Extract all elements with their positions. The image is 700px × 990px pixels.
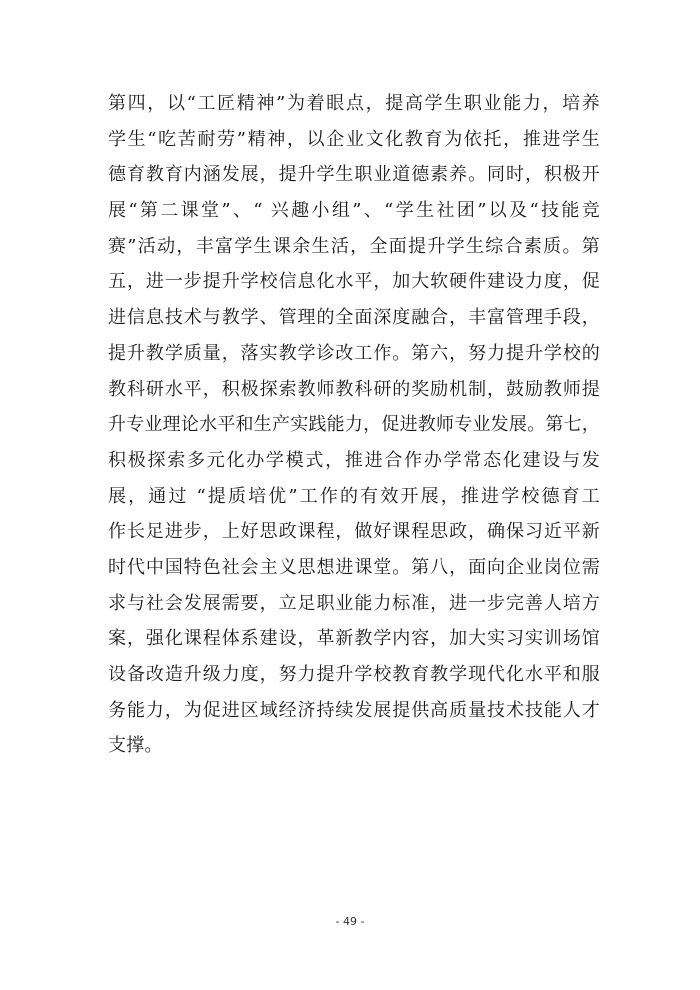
text-line-2: 学生“吃苦耐劳”精神，以企业文化教育为依托，推进学生: [108, 128, 600, 150]
text-line-7: 进信息技术与教学、管理的全面深度融合，丰富管理手段，: [108, 307, 600, 329]
text-line-19: 支撑。: [108, 735, 163, 757]
text-line-6: 五，进一步提升学校信息化水平，加大软硬件建设力度，促: [108, 271, 600, 293]
text-line-1: 第四，以“工匠精神”为着眼点，提高学生职业能力，培养: [108, 93, 600, 114]
body-paragraph: [108, 86, 600, 764]
text-line-12: 展，通过 “提质培优”工作的有效开展，推进学校德育工: [108, 485, 600, 507]
text-line-5: 赛”活动，丰富学生课余生活，全面提升学生综合素质。第: [108, 235, 600, 257]
text-line-10: 升专业理论水平和生产实践能力，促进教师专业发展。第七，: [108, 414, 600, 436]
text-line-13: 作长足进步，上好思政课程，做好课程思政，确保习近平新: [108, 521, 600, 543]
page-number: - 49 -: [335, 915, 365, 928]
text-line-11: 积极探索多元化办学模式，推进合作办学常态化建设与发: [108, 449, 600, 471]
text-line-15: 求与社会发展需要，立足职业能力标准，进一步完善人培方: [108, 592, 600, 614]
text-line-17: 设备改造升级力度，努力提升学校教育教学现代化水平和服: [108, 664, 600, 685]
text-line-18: 务能力，为促进区域经济持续发展提供高质量技术技能人才: [108, 699, 600, 721]
text-line-14: 时代中国特色社会主义思想进课堂。第八，面向企业岗位需: [108, 556, 600, 578]
text-line-9: 教科研水平，积极探索教师教科研的奖励机制，鼓励教师提: [108, 378, 600, 400]
text-line-4: 展“第二课堂”、“ 兴趣小组”、“学生社团”以及“技能竞: [108, 200, 600, 222]
text-line-8: 提升教学质量，落实教学诊改工作。第六，努力提升学校的: [108, 342, 600, 364]
text-line-16: 案，强化课程体系建设，革新教学内容，加大实习实训场馆: [108, 628, 600, 650]
text-line-3: 德育教育内涵发展，提升学生职业道德素养。同时，积极开: [108, 164, 600, 186]
